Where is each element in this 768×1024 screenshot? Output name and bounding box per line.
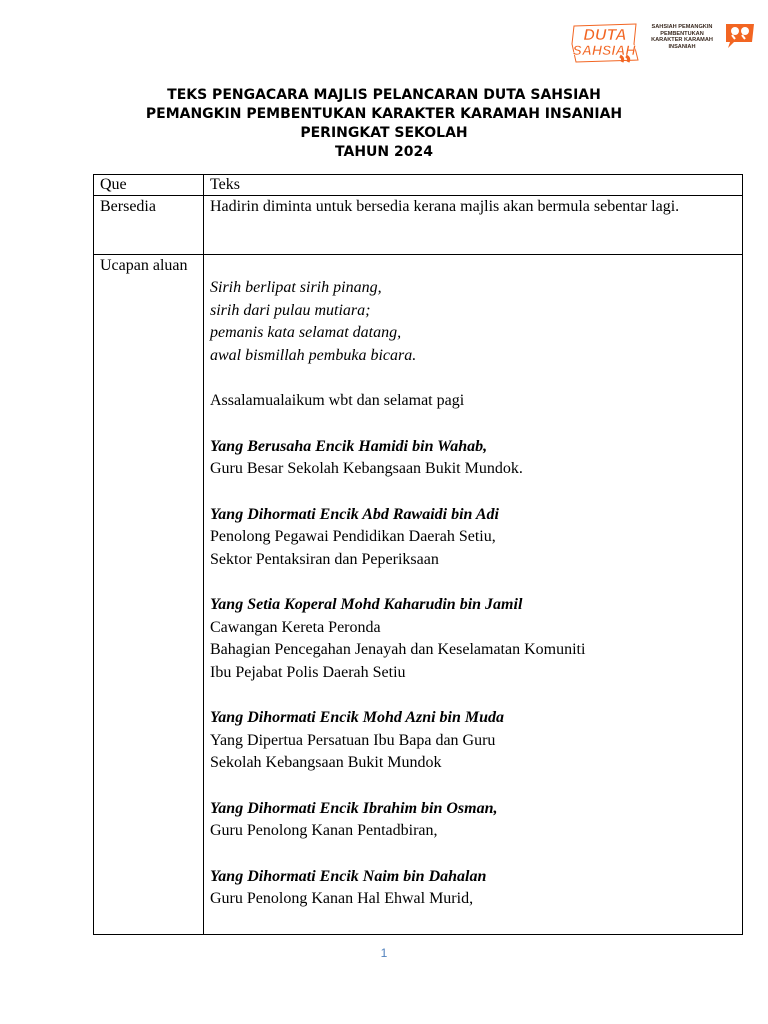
dignitary-name: Yang Dihormati Encik Mohd Azni bin Muda	[210, 709, 505, 726]
dignitary-role: Bahagian Pencegahan Jenayah dan Keselamatan Komuniti	[210, 641, 586, 658]
pantun-line: awal bismillah pembuka bicara.	[210, 346, 417, 364]
dignitary-role: Ibu Pejabat Polis Daerah Setiu	[210, 663, 406, 681]
header-teks: Teks	[204, 175, 743, 196]
dignitary	[210, 436, 736, 481]
dignitary	[210, 866, 736, 911]
pantun-verse	[210, 277, 736, 367]
header-logo	[568, 20, 758, 66]
dignitary-name: Yang Dihormati Encik Ibrahim bin Osman,	[210, 799, 498, 817]
dignitary-role: Guru Besar Sekolah Kebangsaan Bukit Mundok.	[210, 460, 523, 477]
dignitary-role: Guru Penolong Kanan Hal Ehwal Murid,	[210, 890, 474, 907]
dignitary-name: Yang Dihormati Encik Naim bin Dahalan	[210, 867, 487, 885]
dignitary-role: Cawangan Kereta Peronda	[210, 618, 381, 636]
pantun-line: Sirih berlipat sirih pinang,	[210, 279, 382, 296]
dignitary-role: Penolong Pegawai Pendidikan Daerah Setiu,	[210, 528, 496, 545]
table-row	[94, 196, 743, 255]
table-row	[94, 255, 743, 935]
welcome-speech	[210, 255, 736, 911]
title-line-1: TEKS PENGACARA MAJLIS PELANCARAN DUTA SAHSIAH	[167, 87, 601, 103]
svg-text:DUTA: DUTA	[583, 27, 627, 44]
dignitary-name: Yang Berusaha Encik Hamidi bin Wahab,	[210, 437, 488, 455]
teks-cell: Hadirin diminta untuk bersedia kerana majlis akan bermula sebentar lagi.	[204, 196, 743, 255]
logo-tagline: SAHSIAH PEMANGKIN PEMBENTUKAN KARAKTER KARAMAH INSANIAH	[651, 24, 713, 50]
title-line-3: PERINGKAT SEKOLAH	[300, 125, 468, 141]
dignitary-role: Yang Dipertua Persatuan Ibu Bapa dan Guru	[210, 731, 496, 749]
dignitary-role: Guru Penolong Kanan Pentadbiran,	[210, 822, 438, 839]
dignitary	[210, 504, 736, 572]
dignitary-name: Yang Dihormati Encik Abd Rawaidi bin Adi	[210, 505, 499, 523]
header-que: Que	[94, 175, 204, 196]
emcee-script-table	[93, 174, 743, 935]
dignitary	[210, 594, 736, 684]
que-label: Ucapan aluan	[100, 257, 188, 274]
title-line-4: TAHUN 2024	[335, 144, 433, 160]
duta-sahsiah-logo	[568, 20, 642, 64]
table-header-row	[94, 175, 743, 196]
document-title	[0, 86, 768, 162]
quote-icon	[724, 22, 756, 50]
pantun-line: pemanis kata selamat datang,	[210, 324, 402, 341]
teks-cell	[204, 255, 743, 935]
que-cell	[94, 255, 204, 935]
que-cell: Bersedia	[94, 196, 204, 255]
svg-text:SAHSIAH: SAHSIAH	[572, 42, 636, 58]
dignitary-name: Yang Setia Koperal Mohd Kaharudin bin Jamil	[210, 596, 523, 613]
dignitary-role: Sektor Pentaksiran dan Peperiksaan	[210, 550, 439, 568]
pantun-line: sirih dari pulau mutiara;	[210, 301, 371, 319]
dignitary	[210, 798, 736, 843]
dignitary	[210, 707, 736, 775]
title-line-2: PEMANGKIN PEMBENTUKAN KARAKTER KARAMAH INSANIAH	[145, 106, 623, 122]
page-number: 1	[380, 946, 388, 960]
greeting: Assalamualaikum wbt dan selamat pagi	[210, 392, 465, 409]
dignitary-role: Sekolah Kebangsaan Bukit Mundok	[210, 754, 442, 771]
